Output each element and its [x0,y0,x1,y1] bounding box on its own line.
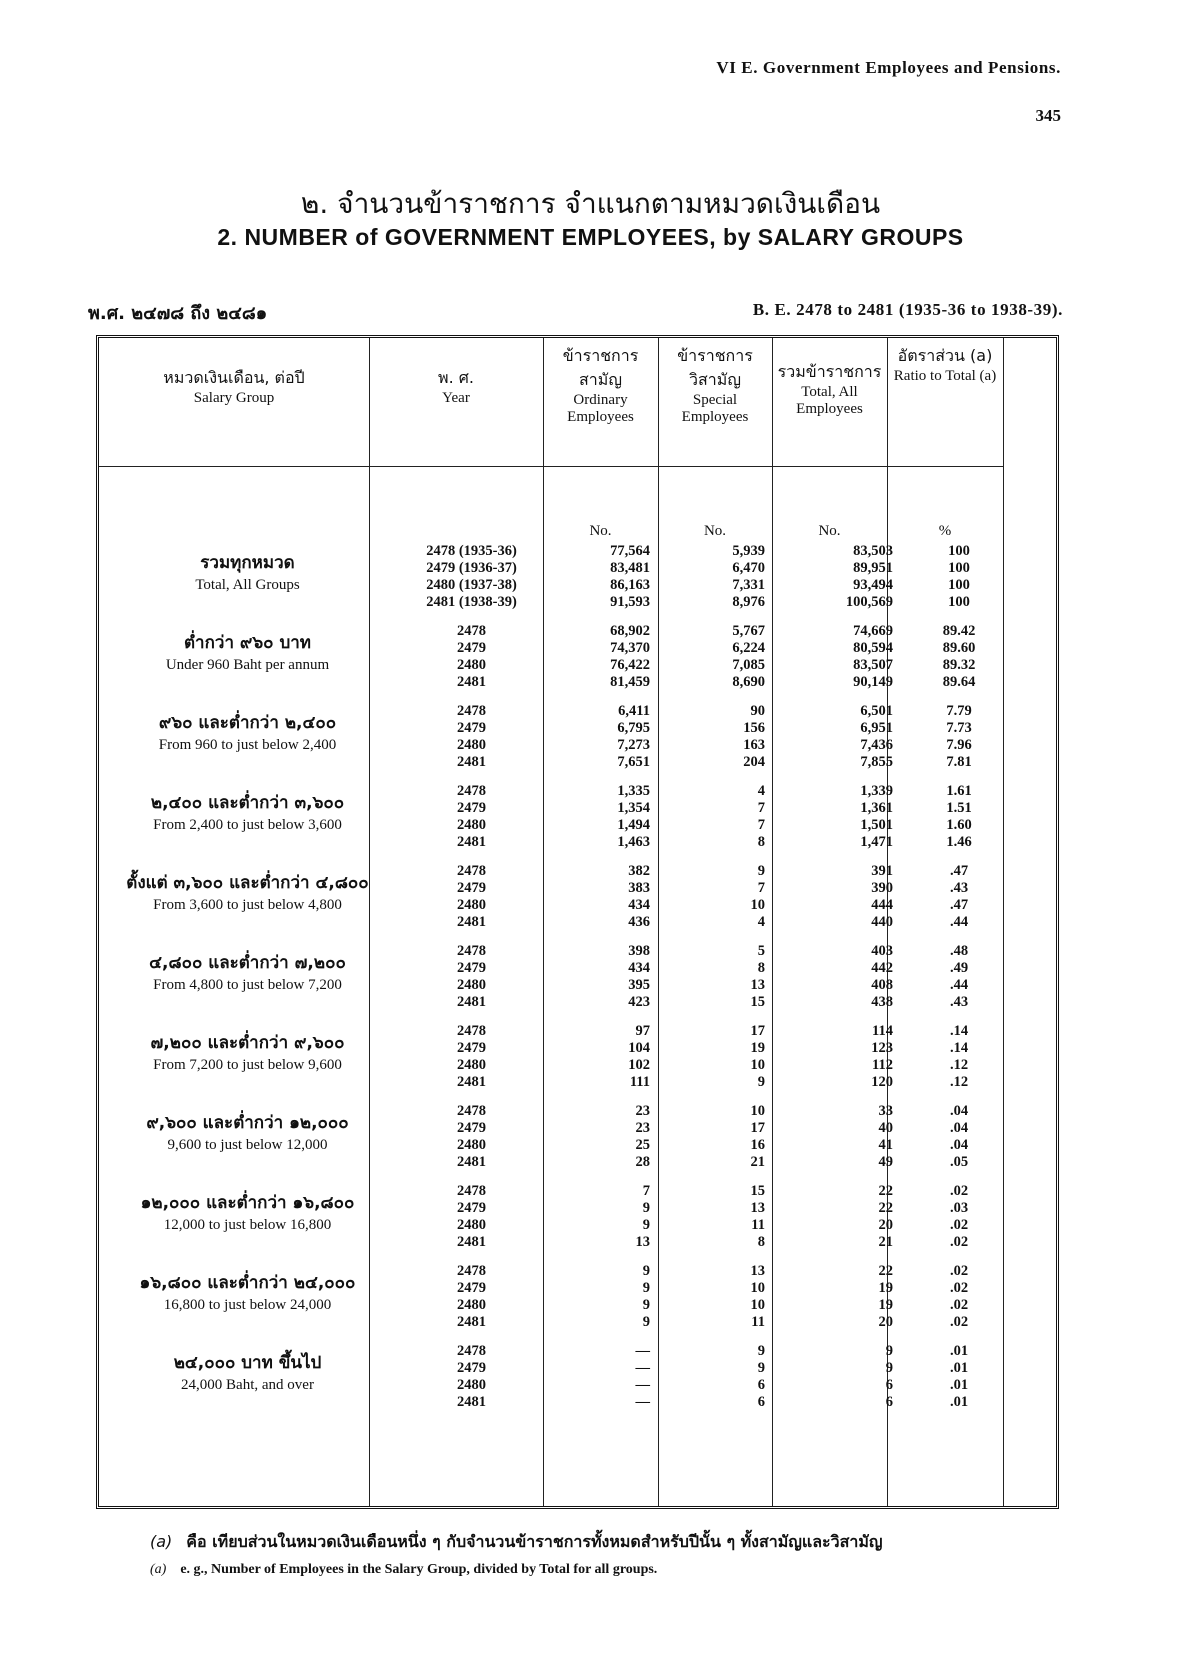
cell-year: 2480 [457,657,486,673]
header-special-english: Special Employees [681,392,749,425]
unit-total: No. [818,523,841,539]
cell-special: 9 [757,1074,765,1090]
cell-ratio: 89.60 [942,640,976,656]
cell-year: 2479 [457,1280,486,1296]
header-ratio-thai: อัตราส่วน (a) [897,346,993,365]
footnote-english [150,1562,657,1578]
header-special-thai: ข้าราชการ วิสามัญ [677,346,753,389]
cell-year: 2478 [457,623,486,639]
cell-special: 6 [757,1394,765,1410]
salary-group-thai: ๗,๒๐๐ และต่ำกว่า ๙,๖๐๐ [150,1033,345,1053]
cell-ratio: .02 [949,1217,969,1233]
cell-total: 21 [878,1234,893,1250]
cell-year: 2480 [457,1217,486,1233]
cell-year: 2479 [457,640,486,656]
cell-ordinary: 395 [628,977,650,993]
cell-ordinary: 23 [635,1103,650,1119]
cell-total: 390 [871,880,893,896]
cell-special: 10 [750,1280,765,1296]
cell-ordinary: 436 [628,914,650,930]
cell-year: 2481 [457,994,486,1010]
cell-ordinary: 6,411 [618,703,650,719]
cell-ratio: .02 [949,1280,969,1296]
cell-total: 444 [871,897,893,913]
cell-ratio: 7.79 [946,703,972,719]
cell-special: 6,470 [732,560,765,576]
cell-ordinary: 102 [628,1057,650,1073]
header-total-english: Total, All Employees [796,384,863,417]
cell-ratio: .02 [949,1234,969,1250]
unit-ratio: % [938,523,952,539]
salary-group-label [99,1351,396,1395]
cell-total: 40 [878,1120,893,1136]
cell-total: 19 [878,1297,893,1313]
cell-ordinary: 7,651 [617,754,650,770]
cell-ordinary: 1,494 [617,817,650,833]
salary-group-english: 9,600 to just below 12,000 [167,1137,328,1153]
cell-ordinary: 13 [635,1234,650,1250]
cell-special: 15 [750,1183,765,1199]
cell-year: 2481 [457,674,486,690]
cell-ratio: .01 [949,1394,969,1410]
title-english: 2. NUMBER of GOVERNMENT EMPLOYEES, by SALARY GROUPS [217,224,964,250]
cell-special: 16 [750,1137,765,1153]
salary-group-label [99,551,396,595]
salary-group-label [99,871,396,915]
cell-ratio: .43 [949,880,969,896]
cell-total: 6,951 [860,720,893,736]
cell-special: 4 [757,914,765,930]
cell-year: 2479 [457,720,486,736]
period-english: B. E. 2478 to 2481 (1935-36 to 1938-39). [752,300,1063,319]
cell-year: 2479 [457,1040,486,1056]
header-rule [99,466,1003,467]
cell-ordinary: 74,370 [610,640,650,656]
cell-year: 2480 [457,977,486,993]
cell-year: 2479 [457,1360,486,1376]
cell-ratio: .01 [949,1377,969,1393]
cell-ratio: .48 [949,943,969,959]
cell-ratio: 100 [948,543,970,559]
cell-year: 2481 [457,754,486,770]
cell-ordinary: 91,593 [610,594,650,610]
cell-ordinary: 9 [642,1297,650,1313]
salary-group-label [99,791,396,835]
cell-special: 13 [750,1200,765,1216]
period-thai: พ.ศ. ๒๔๗๘ ถึง ๒๔๘๑ [88,303,268,324]
cell-ordinary: 83,481 [610,560,650,576]
salary-table [96,335,1059,1509]
title-thai: ๒. จำนวนข้าราชการ จำแนกตามหมวดเงินเดือน [300,187,881,220]
cell-total: 9 [885,1360,893,1376]
cell-ordinary: 25 [635,1137,650,1153]
header-salary-group-thai: หมวดเงินเดือน, ต่อปี [163,368,305,387]
cell-ratio: .05 [949,1154,969,1170]
cell-year: 2480 (1937-38) [426,577,517,593]
salary-group-thai: ต่ำกว่า ๙๖๐ บาท [184,633,311,653]
salary-group-english: 16,800 to just below 24,000 [163,1297,332,1313]
salary-group-english: From 3,600 to just below 4,800 [153,897,342,913]
cell-ratio: 7.81 [946,754,972,770]
cell-special: 90 [750,703,765,719]
cell-total: 1,339 [860,783,893,799]
cell-ratio: .03 [949,1200,969,1216]
salary-group-english: From 960 to just below 2,400 [158,737,337,753]
cell-special: 8,690 [732,674,765,690]
cell-year: 2480 [457,1297,486,1313]
cell-ratio: .02 [949,1183,969,1199]
salary-group-thai: ๔,๘๐๐ และต่ำกว่า ๗,๒๐๐ [149,953,346,973]
cell-special: 13 [750,1263,765,1279]
salary-group-english: From 7,200 to just below 9,600 [153,1057,342,1073]
cell-special: 7 [757,800,765,816]
cell-ordinary: 383 [628,880,650,896]
header-year-thai: พ. ศ. [438,368,474,387]
cell-total: 391 [871,863,893,879]
cell-total: 100,569 [845,594,893,610]
salary-group-thai: ๑๒,๐๐๐ และต่ำกว่า ๑๖,๘๐๐ [140,1193,355,1213]
cell-year: 2479 (1936-37) [426,560,517,576]
cell-total: 408 [871,977,893,993]
cell-ordinary: 6,795 [617,720,650,736]
cell-special: 7,085 [732,657,765,673]
footnote-marker: (a) [150,1562,167,1577]
header-ordinary-english: Ordinary Employees [567,392,634,425]
salary-group-thai: ๙๖๐ และต่ำกว่า ๒,๔๐๐ [158,713,337,733]
salary-group-english: From 4,800 to just below 7,200 [153,977,342,993]
cell-ordinary: 9 [642,1200,650,1216]
header-ratio [887,344,1003,385]
cell-special: 8,976 [732,594,765,610]
cell-ordinary: 76,422 [610,657,650,673]
cell-ratio: 89.42 [942,623,976,639]
column-divider [369,338,370,1506]
cell-ordinary: 9 [642,1314,650,1330]
cell-year: 2481 [457,1394,486,1410]
cell-total: 403 [871,943,893,959]
cell-ordinary: 7,273 [617,737,650,753]
cell-special: 8 [757,834,765,850]
cell-ratio: .44 [949,977,969,993]
column-divider [772,338,773,1506]
cell-year: 2481 (1938-39) [426,594,517,610]
cell-total: 90,149 [853,674,893,690]
cell-total: 22 [878,1200,893,1216]
cell-total: 1,361 [860,800,893,816]
footnote-thai-text: คือ เทียบส่วนในหมวดเงินเดือนหนึ่ง ๆ กับจำนวนข้าราชการทั้งหมดสำหรับปีนั้น ๆ ทั้งสามัญและวิสามัญ [186,1532,883,1551]
cell-ordinary: — [635,1343,650,1359]
cell-total: 6,501 [860,703,893,719]
cell-ratio: .04 [949,1120,969,1136]
cell-ordinary: 398 [628,943,650,959]
cell-year: 2480 [457,737,486,753]
header-ordinary [543,344,658,426]
cell-special: 9 [757,863,765,879]
cell-ratio: .02 [949,1297,969,1313]
salary-group-label [99,1191,396,1235]
cell-ratio: 100 [948,577,970,593]
cell-year: 2480 [457,1137,486,1153]
cell-special: 13 [750,977,765,993]
footnote-marker: (a) [150,1532,173,1551]
cell-special: 5,939 [732,543,765,559]
cell-year: 2478 [457,1103,486,1119]
cell-year: 2478 [457,1343,486,1359]
cell-year: 2478 [457,1183,486,1199]
header-special [658,344,772,426]
cell-ratio: .04 [949,1137,969,1153]
cell-year: 2480 [457,1057,486,1073]
cell-special: 9 [757,1360,765,1376]
salary-group-english: From 2,400 to just below 3,600 [153,817,342,833]
cell-total: 83,503 [853,543,893,559]
cell-ordinary: 86,163 [610,577,650,593]
cell-ratio: 1.60 [946,817,972,833]
salary-group-label [99,631,396,675]
cell-ratio: 100 [948,560,970,576]
cell-total: 20 [878,1217,893,1233]
footnote-thai [150,1530,883,1555]
cell-total: 33 [878,1103,893,1119]
cell-special: 204 [743,754,765,770]
cell-year: 2478 (1935-36) [426,543,517,559]
salary-group-english: Under 960 Baht per annum [165,657,330,673]
cell-year: 2478 [457,703,486,719]
column-divider [658,338,659,1506]
cell-ordinary: 9 [642,1217,650,1233]
cell-special: 17 [750,1120,765,1136]
header-year-english: Year [442,390,470,406]
cell-special: 11 [751,1314,765,1330]
page-number: 345 [1035,106,1061,125]
cell-total: 22 [878,1183,893,1199]
cell-ratio: .47 [949,897,969,913]
cell-ordinary: 7 [642,1183,650,1199]
salary-group-english: 24,000 Baht, and over [181,1377,314,1393]
cell-year: 2479 [457,1120,486,1136]
salary-group-label [99,1111,396,1155]
cell-ordinary: 104 [628,1040,650,1056]
cell-total: 20 [878,1314,893,1330]
cell-ordinary: 1,354 [617,800,650,816]
cell-year: 2481 [457,834,486,850]
cell-special: 10 [750,1057,765,1073]
cell-total: 80,594 [853,640,893,656]
cell-ratio: .02 [949,1314,969,1330]
cell-total: 89,951 [853,560,893,576]
cell-total: 120 [871,1074,893,1090]
cell-ratio: 7.73 [946,720,972,736]
salary-group-label [99,1031,396,1075]
cell-total: 440 [871,914,893,930]
cell-total: 7,855 [860,754,893,770]
cell-year: 2481 [457,1234,486,1250]
cell-year: 2480 [457,897,486,913]
salary-group-label [99,1271,396,1315]
cell-total: 1,471 [860,834,893,850]
cell-ratio: .12 [949,1074,969,1090]
cell-total: 442 [871,960,893,976]
cell-ratio: .14 [949,1023,969,1039]
header-year [369,366,543,407]
salary-group-english: 12,000 to just below 16,800 [163,1217,332,1233]
cell-ordinary: 434 [628,960,650,976]
salary-group-thai: รวมทุกหมวด [200,553,295,573]
cell-ratio: 1.51 [946,800,972,816]
cell-ordinary: 28 [635,1154,650,1170]
cell-special: 8 [757,960,765,976]
cell-ratio: .02 [949,1263,969,1279]
cell-ratio: 1.46 [946,834,972,850]
cell-total: 83,507 [853,657,893,673]
cell-special: 156 [743,720,765,736]
cell-ordinary: 9 [642,1263,650,1279]
cell-special: 17 [750,1023,765,1039]
cell-year: 2481 [457,1314,486,1330]
cell-ordinary: 97 [635,1023,650,1039]
cell-total: 9 [885,1343,893,1359]
cell-total: 19 [878,1280,893,1296]
cell-total: 49 [878,1154,893,1170]
cell-ratio: .49 [949,960,969,976]
cell-special: 5,767 [732,623,765,639]
cell-ratio: .43 [949,994,969,1010]
header-salary-group [99,366,369,407]
header-ratio-english: Ratio to Total (a) [893,368,997,384]
cell-total: 123 [871,1040,893,1056]
footnote-english-text: e. g., Number of Employees in the Salary Group, divided by Total for all groups. [180,1562,658,1577]
cell-special: 6 [757,1377,765,1393]
cell-special: 6,224 [732,640,765,656]
cell-ordinary: 1,335 [617,783,650,799]
cell-year: 2478 [457,943,486,959]
salary-group-label [99,711,396,755]
cell-ordinary: — [635,1394,650,1410]
cell-total: 112 [872,1057,893,1073]
header-total-thai: รวมข้าราชการ [777,362,882,381]
header-salary-group-english: Salary Group [193,390,275,406]
header-total [772,360,887,418]
cell-special: 9 [757,1343,765,1359]
cell-ordinary: 382 [628,863,650,879]
cell-total: 1,501 [860,817,893,833]
cell-ratio: .04 [949,1103,969,1119]
cell-ordinary: 77,564 [610,543,650,559]
cell-ordinary: — [635,1377,650,1393]
cell-ratio: 89.32 [942,657,976,673]
cell-ratio: .47 [949,863,969,879]
salary-group-thai: ๒๔,๐๐๐ บาท ขึ้นไป [173,1353,322,1373]
cell-special: 10 [750,897,765,913]
cell-year: 2478 [457,1263,486,1279]
cell-total: 6 [885,1394,893,1410]
cell-special: 163 [743,737,765,753]
cell-special: 19 [750,1040,765,1056]
cell-ordinary: 111 [629,1074,650,1090]
cell-ratio: .01 [949,1360,969,1376]
cell-ordinary: 9 [642,1280,650,1296]
cell-year: 2479 [457,1200,486,1216]
cell-year: 2481 [457,1154,486,1170]
cell-ratio: 7.96 [946,737,972,753]
cell-total: 74,669 [853,623,893,639]
cell-ordinary: 23 [635,1120,650,1136]
cell-ratio: .01 [949,1343,969,1359]
cell-ordinary: 1,463 [617,834,650,850]
cell-total: 6 [885,1377,893,1393]
cell-year: 2478 [457,863,486,879]
section-header: VI E. Government Employees and Pensions. [716,58,1061,77]
cell-special: 7 [757,880,765,896]
cell-special: 4 [757,783,765,799]
salary-group-thai: ๑๖,๘๐๐ และต่ำกว่า ๒๔,๐๐๐ [139,1273,356,1293]
cell-special: 8 [757,1234,765,1250]
salary-group-thai: ๙,๖๐๐ และต่ำกว่า ๑๒,๐๐๐ [146,1113,349,1133]
cell-year: 2481 [457,914,486,930]
cell-year: 2480 [457,1377,486,1393]
salary-group-thai: ตั้งแต่ ๓,๖๐๐ และต่ำกว่า ๔,๘๐๐ [126,873,369,893]
cell-special: 5 [757,943,765,959]
salary-group-thai: ๒,๔๐๐ และต่ำกว่า ๓,๖๐๐ [150,793,345,813]
unit-ordinary: No. [589,523,612,539]
cell-special: 10 [750,1297,765,1313]
cell-total: 41 [878,1137,893,1153]
cell-year: 2481 [457,1074,486,1090]
cell-year: 2480 [457,817,486,833]
cell-total: 114 [872,1023,893,1039]
cell-total: 7,436 [860,737,893,753]
salary-group-label [99,951,396,995]
cell-ratio: .12 [949,1057,969,1073]
cell-special: 21 [750,1154,765,1170]
cell-ordinary: 434 [628,897,650,913]
cell-ratio: 89.64 [942,674,976,690]
cell-ratio: .14 [949,1040,969,1056]
cell-year: 2479 [457,960,486,976]
cell-ratio: .44 [949,914,969,930]
cell-special: 15 [750,994,765,1010]
cell-ordinary: 423 [628,994,650,1010]
cell-total: 22 [878,1263,893,1279]
cell-ratio: 1.61 [946,783,972,799]
cell-special: 7 [757,817,765,833]
cell-total: 93,494 [853,577,893,593]
cell-year: 2478 [457,783,486,799]
cell-year: 2478 [457,1023,486,1039]
cell-special: 10 [750,1103,765,1119]
cell-total: 438 [871,994,893,1010]
cell-ratio: 100 [948,594,970,610]
cell-special: 7,331 [732,577,765,593]
cell-ordinary: — [635,1360,650,1376]
unit-special: No. [703,523,727,539]
cell-year: 2479 [457,880,486,896]
cell-ordinary: 81,459 [610,674,650,690]
header-ordinary-thai: ข้าราชการ สามัญ [562,346,639,389]
cell-ordinary: 68,902 [610,623,650,639]
salary-group-english: Total, All Groups [195,577,300,593]
cell-special: 11 [751,1217,765,1233]
cell-year: 2479 [457,800,486,816]
